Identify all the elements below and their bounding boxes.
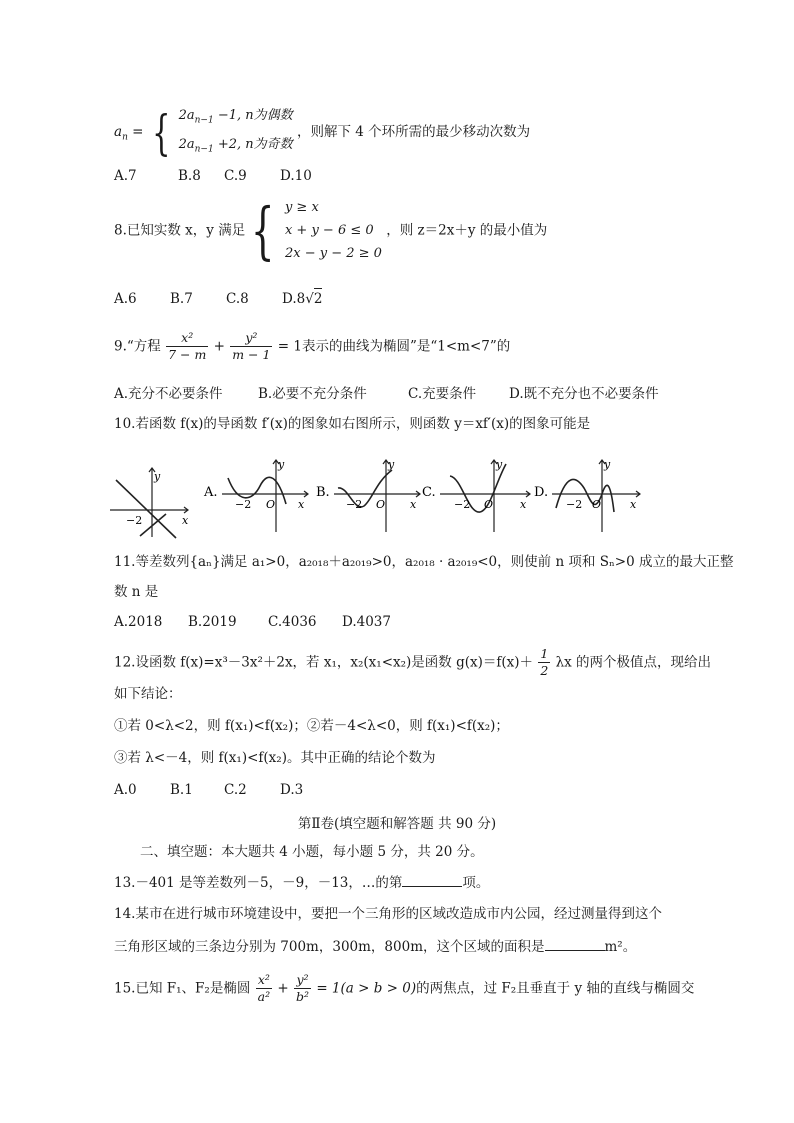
q12-option-c: C.2 — [224, 782, 247, 798]
q10-axis-x-0: x — [182, 514, 189, 527]
q7-tail: ，则解下 4 个环所需的最少移动次数为 — [296, 124, 531, 141]
q10-axis-x-d: x — [630, 498, 637, 511]
q9-prefix: 9.“方程 — [114, 338, 161, 355]
q10-neg2-a: −2 — [235, 498, 252, 511]
q11-line2: 数 n 是 — [114, 584, 159, 600]
q7-formula: $a_n$ = { $2a_{n-1} -1$, n为偶数 $2a_{n-1} +2$, n为奇数 ，则解下 4 个环所需的最少移动次数为 — [114, 104, 531, 161]
q15-question: 15.已知 F₁、F₂是椭圆 $\frac{\text{x²}}{\text{a²}}$ + $\frac{\text{y²}}{\text{b²}}$ = 1(a > b > 0)的两焦点，过 F₂且垂直于 y 轴的直线与椭圆交 — [114, 972, 695, 1004]
q9-option-b: B.必要不充分条件 — [258, 386, 367, 402]
q9-question: 9.“方程 $\frac{\text{x²}}{7 - m}$ + $\frac{\text{y²}}{m - 1}$ = 1表示的曲线为椭圆”是“1<m<7”的 — [114, 330, 511, 362]
q7-case-odd: $2a_{n-1} +2$, n为奇数 — [178, 136, 293, 155]
q7-cases — [179, 104, 293, 161]
q10-origin-c: O — [484, 498, 494, 511]
q10-axis-x-a: x — [298, 498, 305, 511]
q15-frac-1: $\frac{\text{x²}}{\text{a²}}$ — [257, 972, 271, 1004]
q12-option-d: D.3 — [280, 782, 304, 798]
q9-option-c: C.充要条件 — [408, 386, 477, 402]
q7-option-d: D.10 — [280, 168, 312, 184]
q10-axis-y-c: y — [496, 458, 503, 471]
q10-graph-a — [222, 460, 308, 532]
q8-option-c: C.8 — [226, 291, 249, 307]
q12-options — [114, 780, 303, 800]
q10-axis-y-d: y — [604, 458, 611, 471]
q10-label-d: D. — [534, 485, 549, 500]
q10-axis-x-c: x — [520, 498, 527, 511]
part-2-heading: 二、填空题：本大题共 4 小题，每小题 5 分，共 20 分。 — [140, 844, 484, 860]
q12-half: $\frac{1}{2}$ — [540, 646, 549, 678]
q12-line4: ③若 λ<－4，则 f(x₁)<f(x₂)。其中正确的结论个数为 — [114, 750, 436, 766]
q13-answer-blank[interactable] — [402, 872, 462, 887]
q7-option-a: A.7 — [114, 168, 137, 184]
q10-origin-d: O — [592, 498, 602, 511]
q7-lhs: $a_n$ — [114, 124, 128, 143]
q7-option-b: B.8 — [178, 168, 201, 184]
q8-options — [114, 288, 322, 309]
q12-line3: ①若 0<λ<2，则 f(x₁)<f(x₂)；②若－4<λ<0，则 f(x₁)<f(x₂)； — [114, 718, 509, 734]
q11-option-d: D.4037 — [342, 614, 391, 630]
q9-options — [114, 384, 659, 404]
q10-label-a: A. — [204, 485, 218, 500]
q9-tail: 表示的曲线为椭圆”是“1<m<7”的 — [301, 338, 511, 355]
q8-c2: x + y − 6 ≤ 0 — [284, 223, 374, 238]
q9-frac-1: $\frac{\text{x²}}{7 - m}$ — [168, 330, 207, 362]
q10-graphs — [110, 452, 670, 542]
q14-line1: 14.某市在进行城市环境建设中，要把一个三角形的区域改造成市内公园，经过测量得到这个 — [114, 906, 662, 922]
q8-prefix: 8.已知实数 x，y 满足 — [114, 222, 246, 239]
q8-option-a: A.6 — [114, 291, 137, 307]
q7-case-even: $2a_{n-1} -1$, n为偶数 — [178, 108, 293, 126]
q10-neg2-0: −2 — [126, 514, 143, 527]
q12-option-b: B.1 — [170, 782, 193, 798]
q14-answer-blank[interactable] — [545, 936, 605, 951]
q8-question: 8.已知实数 x，y 满足{ y ≥ x x + y − 6 ≤ 0 2x − y − 2 ≥ 0 ，则 z＝2x＋y 的最小值为 — [114, 193, 548, 267]
q8-constraints — [285, 196, 382, 265]
q14-line2: 三角形区域的三条边分别为 700m，300m，800m，这个区域的面积是 m²。 — [114, 936, 636, 957]
q12-line1: 12.设函数 f(x)=x³－3x²＋2x，若 x₁，x₂(x₁<x₂)是函数 g(x)＝f(x)＋ $\frac{1}{2}$ λx 的两个极值点，现给出 — [114, 646, 712, 678]
q13-question: 13.－401 是等差数列－5，－9，－13，…的第 项。 — [114, 872, 489, 893]
q10-neg2-d: −2 — [566, 498, 583, 511]
q11-option-c: C.4036 — [268, 614, 317, 630]
q8-tail: ，则 z＝2x＋y 的最小值为 — [386, 222, 548, 239]
q12-line2: 如下结论： — [114, 686, 182, 702]
q15-frac-2: $\frac{\text{y²}}{\text{b²}}$ — [296, 972, 310, 1004]
section-2-title: 第Ⅱ卷(填空题和解答题 共 90 分) — [297, 816, 497, 832]
q10-question: 10.若函数 f(x)的导函数 f′(x)的图象如右图所示，则函数 y＝xf′(x)的图象可能是 — [114, 416, 591, 432]
q8-c3: 2x − y − 2 ≥ 0 — [284, 246, 382, 261]
q8-option-d: D.8 — [282, 291, 306, 307]
q10-axis-y-b: y — [388, 458, 395, 471]
q11-option-a: A.2018 — [114, 614, 163, 630]
q9-option-d: D.既不充分也不必要条件 — [509, 386, 659, 402]
q10-graph-d — [552, 460, 640, 532]
q10-derivative-graph — [110, 468, 188, 538]
q10-neg2-b: −2 — [346, 498, 363, 511]
q8-option-b: B.7 — [170, 291, 193, 307]
q12-option-a: A.0 — [114, 782, 137, 798]
sqrt-symbol: √ — [305, 291, 314, 307]
q10-axis-y-a: y — [278, 458, 285, 471]
q9-option-a: A.充分不必要条件 — [114, 386, 223, 402]
q9-frac-2: $\frac{\text{y²}}{m - 1}$ — [232, 330, 271, 362]
q8-c1: y ≥ x — [284, 200, 319, 215]
q7-option-c: C.9 — [224, 168, 247, 184]
q10-graph-b — [334, 460, 420, 532]
q10-origin-b: O — [376, 498, 386, 511]
q10-neg2-c: −2 — [454, 498, 471, 511]
q7-options — [114, 166, 312, 186]
q10-axis-y-0: y — [154, 470, 161, 483]
q11-option-b: B.2019 — [188, 614, 237, 630]
q10-label-c: C. — [422, 485, 436, 500]
q10-axis-x-b: x — [410, 498, 417, 511]
q11-options — [114, 612, 391, 632]
q8-sqrt-value: 2 — [314, 288, 323, 309]
q10-label-b: B. — [316, 485, 330, 500]
q11-line1: 11.等差数列{aₙ}满足 a₁>0，a₂₀₁₈＋a₂₀₁₉>0，a₂₀₁₈ · a₂₀₁₉<0，则使前 n 项和 Sₙ>0 成立的最大正整 — [114, 554, 734, 570]
q10-origin-a: O — [266, 498, 276, 511]
q10-graph-c — [440, 460, 530, 532]
